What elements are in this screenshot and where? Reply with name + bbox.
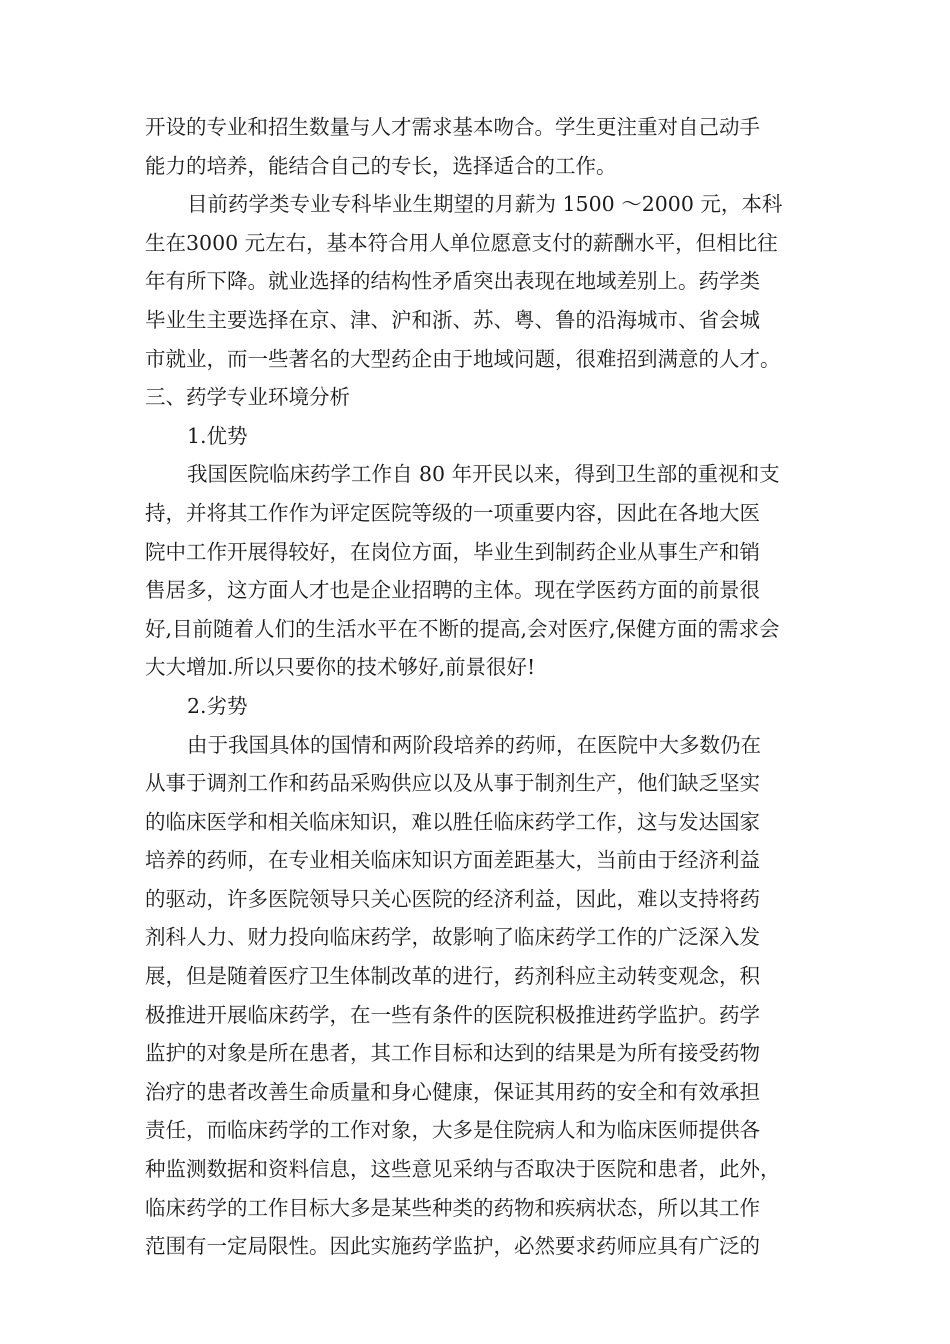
text-line: 范围有一定局限性。因此实施药学监护，必然要求药师应具有广泛的 [145,1234,760,1259]
text-line: 市就业，而一些著名的大型药企由于地域问题，很难招到满意的人才。 [145,346,781,371]
paragraph-h3 [145,378,825,417]
text-line: 的临床医学和相关临床知识，难以胜任临床药学工作，这与发达国家 [145,809,760,834]
text-line: 展，但是随着医疗卫生体制改革的进行，药剂科应主动转变观念，积 [145,964,760,989]
text-line: 种监测数据和资料信息，这些意见采纳与否取决于医院和患者，此外， [145,1157,781,1182]
paragraph-h-dis [145,687,825,726]
text-line: 我国医院临床药学工作自 80 年开民以来，得到卫生部的重视和支 [187,462,780,487]
text-line: 治疗的患者改善生命质量和身心健康，保证其用药的安全和有效承担 [145,1079,760,1104]
text-line: 剂科人力、财力投向临床药学，故影响了临床药学工作的广泛深入发 [145,925,760,950]
text-line: 培养的药师，在专业相关临床知识方面差距基大，当前由于经济利益 [145,848,760,873]
text-line: 三、药学专业环境分析 [145,385,350,410]
text-line: 持，并将其工作作为评定医院等级的一项重要内容，因此在各地大医 [145,500,760,525]
text-line: 售居多，这方面人才也是企业招聘的主体。现在学医药方面的前景很 [145,578,760,603]
document-page [145,108,825,1266]
text-line: 目前药学类专业专科毕业生期望的月薪为 1500 ～2000 元，本科 [187,192,783,217]
paragraph-p2 [145,185,825,378]
text-line: 生在3000 元左右，基本符合用人单位愿意支付的薪酬水平，但相比往 [145,230,778,255]
text-line: 好,目前随着人们的生活水平在不断的提高,会对医疗,保健方面的需求会 [145,616,780,641]
text-line: 2.劣势 [187,693,248,718]
text-line: 1.优势 [187,423,248,448]
text-line: 开设的专业和招生数量与人才需求基本吻合。学生更注重对自己动手 [145,115,760,139]
text-line: 由于我国具体的国情和两阶段培养的药师，在医院中大多数仍在 [187,732,761,757]
text-line: 监护的对象是所在患者，其工作目标和达到的结果是为所有接受药物 [145,1041,760,1066]
text-line: 年有所下降。就业选择的结构性矛盾突出表现在地域差别上。药学类 [145,269,760,294]
text-line: 大大增加.所以只要你的技术够好,前景很好! [145,655,536,680]
text-line: 从事于调剂工作和药品采购供应以及从事于制剂生产，他们缺乏坚实 [145,771,760,796]
text-line: 临床药学的工作目标大多是某些种类的药物和疾病状态，所以其工作 [145,1195,760,1220]
text-line: 极推进开展临床药学，在一些有条件的医院积极推进药学监护。药学 [145,1002,760,1027]
text-line: 的驱动，许多医院领导只关心医院的经济利益，因此，难以支持将药 [145,886,760,911]
paragraph-h-adv [145,417,825,456]
text-line: 能力的培养，能结合自己的专长，选择适合的工作。 [145,153,617,178]
text-line: 毕业生主要选择在京、津、沪和浙、苏、粤、鲁的沿海城市、省会城 [145,307,760,332]
text-line: 院中工作开展得较好，在岗位方面，毕业生到制药企业从事生产和销 [145,539,760,564]
paragraph-p3 [145,455,825,687]
paragraph-p4 [145,726,825,1266]
paragraph-p1 [145,108,825,185]
text-line: 责任，而临床药学的工作对象，大多是住院病人和为临床医师提供各 [145,1118,760,1143]
